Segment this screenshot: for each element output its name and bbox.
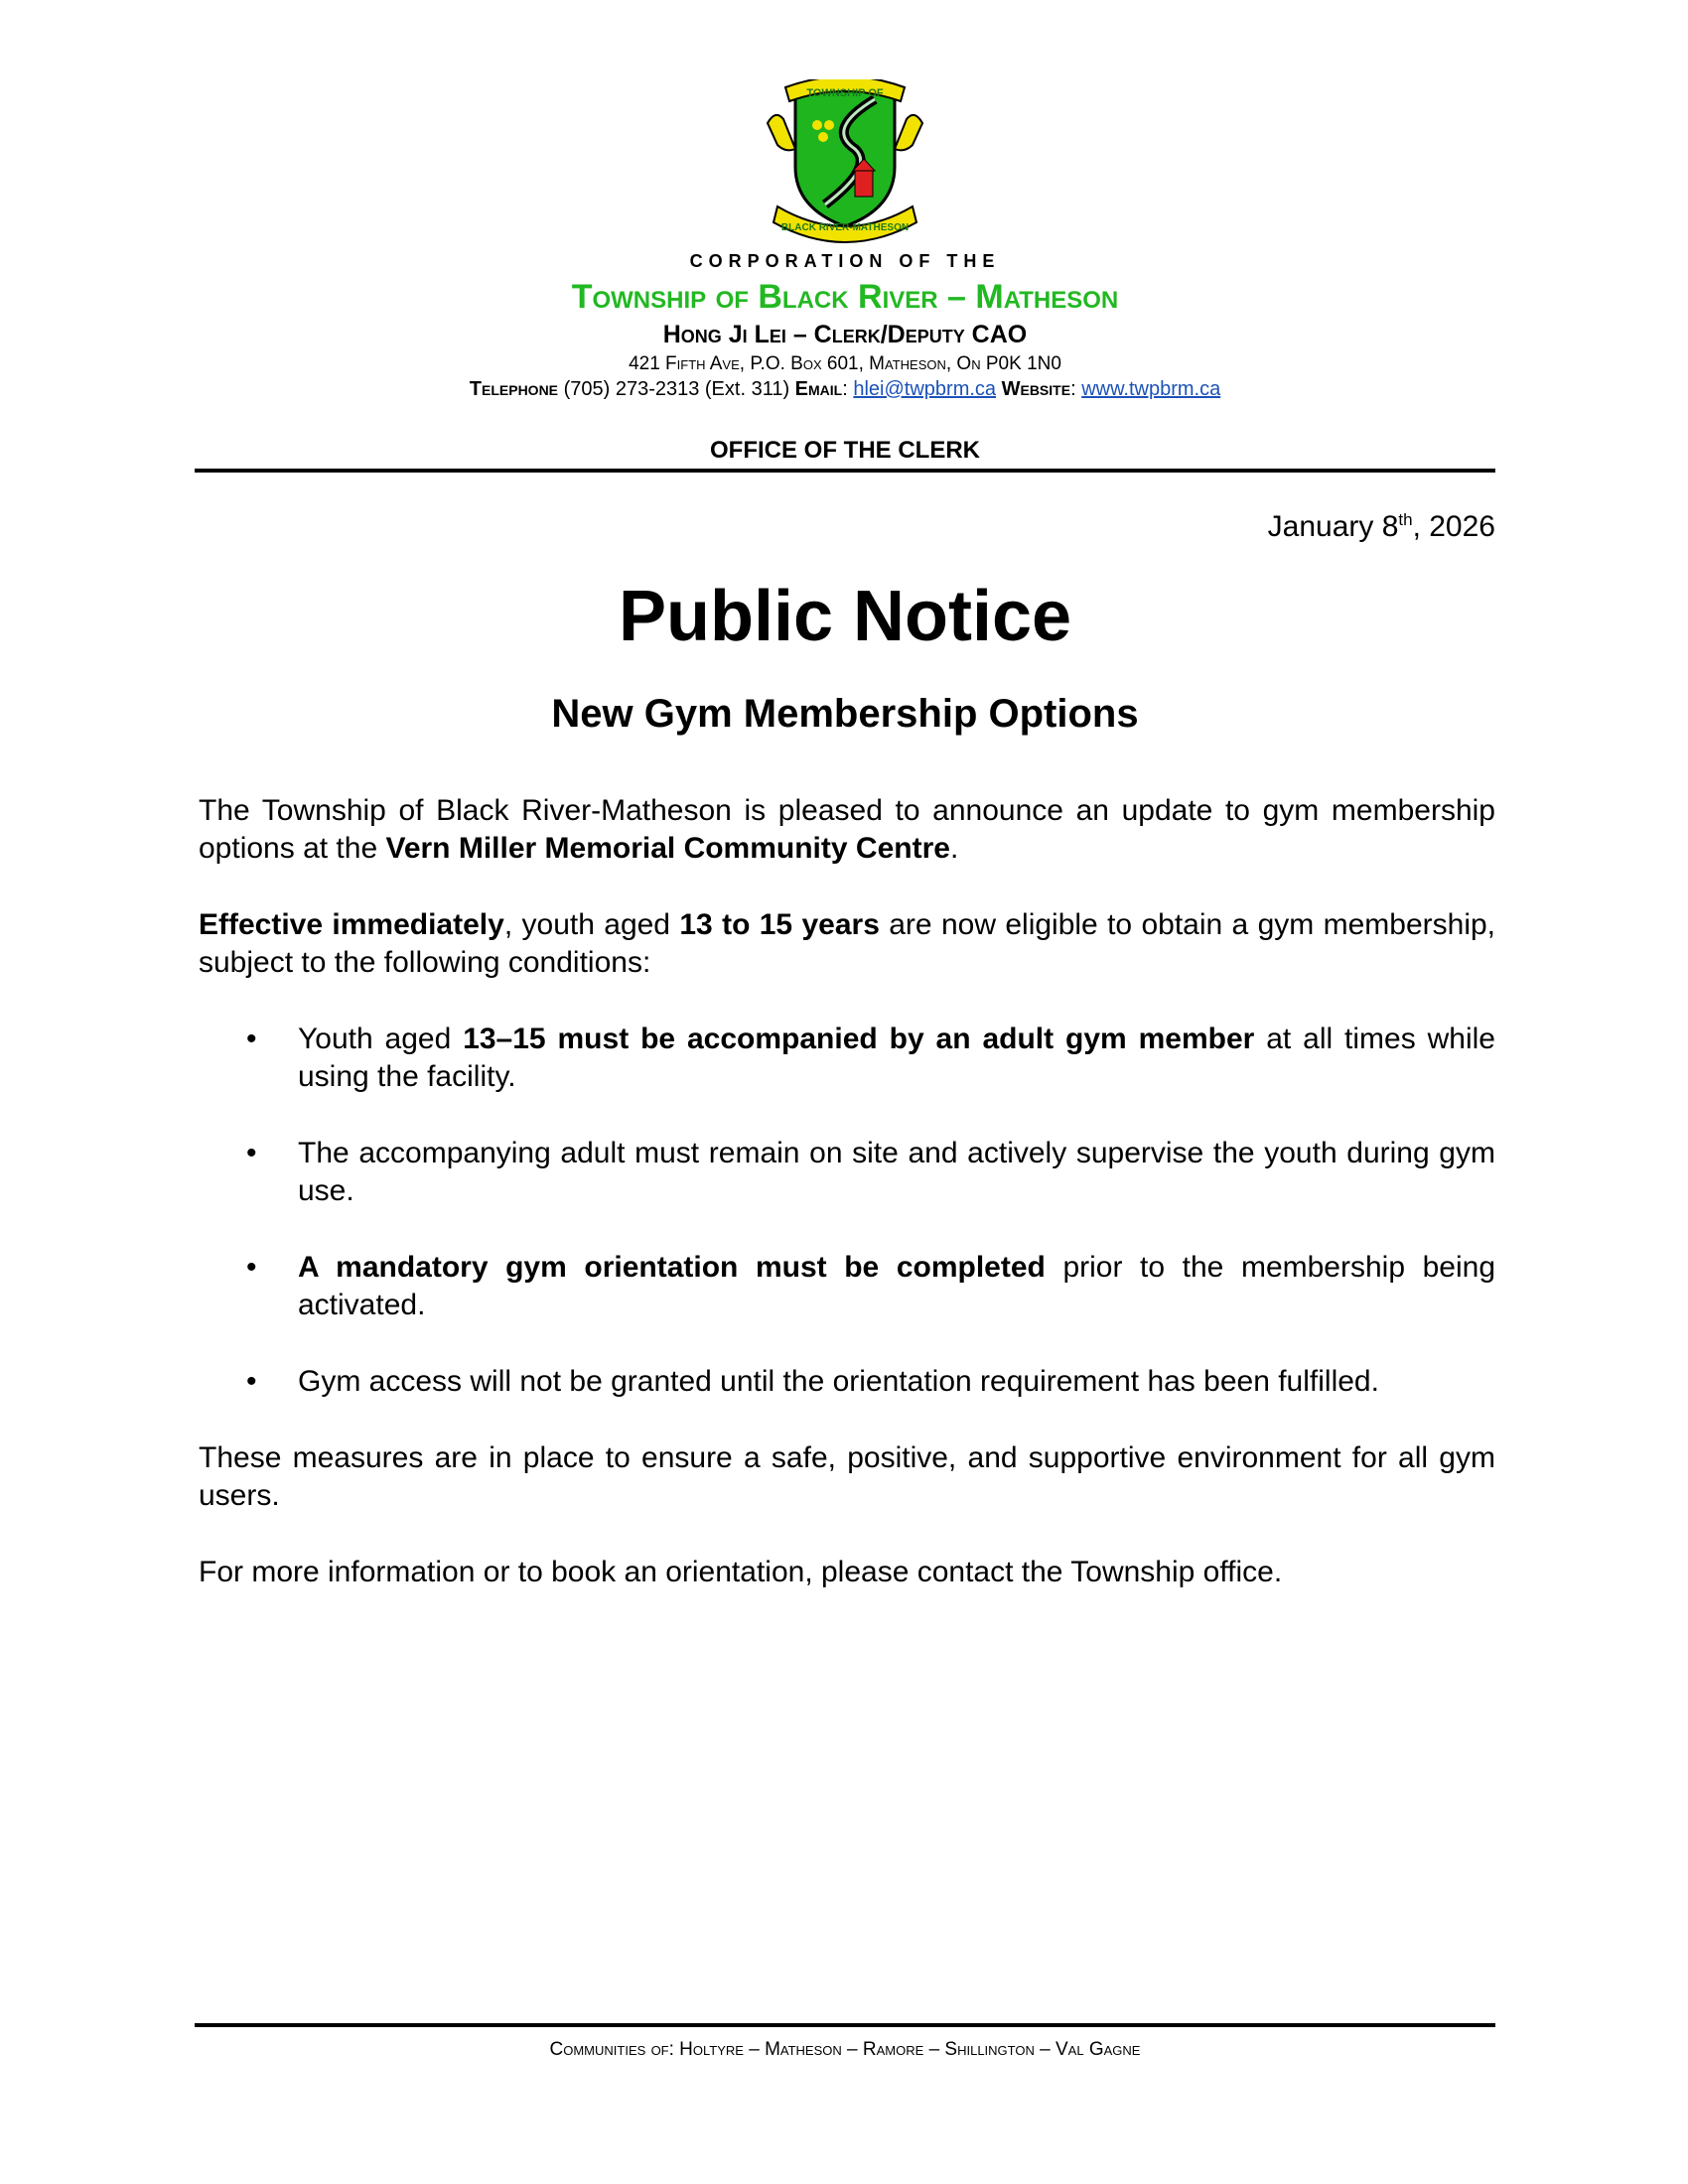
footer-communities: Communities of: Holtyre – Matheson – Ramore – Shillington – Val Gagne <box>549 2039 1141 2060</box>
telephone-value: (705) 273-2313 (Ext. 311) <box>558 378 795 400</box>
corporation-label: CORPORATION OF THE <box>689 251 1001 271</box>
date-suffix: th <box>1398 510 1413 529</box>
telephone-label: Telephone <box>469 378 559 400</box>
condition-4-text: Gym access will not be granted until the orientation requirement has been fulfilled. <box>298 1365 1379 1398</box>
intro-text: The Township of Black River-Matheson is pleased to announce an update to gym membership options at the <box>199 794 1495 865</box>
email-colon: : <box>842 378 854 400</box>
notice-body <box>199 792 1495 1630</box>
email-label: Email <box>794 378 843 400</box>
venue-name: Vern Miller Memorial Community Centre <box>385 832 950 865</box>
list-item <box>199 1135 1495 1210</box>
address: 421 Fifth Ave, P.O. Box 601, Matheson, On P0K 1N0 <box>629 353 1061 374</box>
contact-line <box>195 378 1495 401</box>
notice-date <box>1268 510 1495 544</box>
bullet-icon: • <box>246 1023 257 1055</box>
list-item <box>199 1021 1495 1096</box>
list-item <box>199 1363 1495 1401</box>
email-link[interactable]: hlei@twpbrm.ca <box>853 378 997 400</box>
condition-2-text: The accompanying adult must remain on site and actively supervise the youth during gym use. <box>298 1137 1495 1207</box>
page-title: Public Notice <box>618 577 1072 656</box>
township-name: Township of Black River – Matheson <box>571 278 1119 316</box>
crest-banner-bottom: BLACK RIVER-MATHESON <box>780 222 910 233</box>
condition-3-bold: A mandatory gym orientation must be completed <box>298 1251 1046 1284</box>
condition-1-text-b: at all times while using the facility. <box>298 1023 1495 1093</box>
eligibility-text-1: , youth aged <box>503 908 680 941</box>
township-crest-logo <box>756 79 934 246</box>
paragraph-intro <box>199 792 1495 868</box>
website-label: Website <box>1001 378 1071 400</box>
footer-divider <box>195 2023 1495 2027</box>
website-link[interactable]: www.twpbrm.ca <box>1081 378 1221 400</box>
intro-end: . <box>949 832 959 865</box>
clerk-name: Hong Ji Lei – Clerk/Deputy CAO <box>662 321 1028 348</box>
paragraph-contact: For more information or to book an orientation, please contact the Township office. <box>199 1556 1283 1588</box>
page-subtitle: New Gym Membership Options <box>551 692 1139 736</box>
office-heading: OFFICE OF THE CLERK <box>710 437 980 464</box>
condition-3-text: prior to the membership being activated. <box>298 1251 1496 1321</box>
paragraph-eligibility <box>199 906 1495 982</box>
date-year: , 2026 <box>1412 510 1495 543</box>
condition-1-bold: 13–15 must be accompanied by an adult gym member <box>463 1023 1255 1055</box>
bullet-icon: • <box>246 1365 257 1398</box>
age-range: 13 to 15 years <box>679 908 880 941</box>
paragraph-measures: These measures are in place to ensure a safe, positive, and supportive environment for all gym users. <box>199 1441 1495 1512</box>
conditions-list <box>199 1021 1495 1401</box>
effective-label: Effective immediately <box>199 908 504 941</box>
header-divider <box>195 469 1495 473</box>
list-item <box>199 1249 1495 1324</box>
crest-banner-top: TOWNSHIP OF <box>806 87 884 99</box>
date-main: January 8 <box>1267 510 1399 543</box>
eligibility-text-2: are now eligible to obtain a gym membership, subject to the following conditions: <box>199 908 1496 979</box>
bullet-icon: • <box>246 1251 257 1284</box>
bullet-icon: • <box>246 1137 257 1169</box>
website-colon: : <box>1070 378 1082 400</box>
condition-1-text-a: Youth aged <box>298 1023 464 1055</box>
